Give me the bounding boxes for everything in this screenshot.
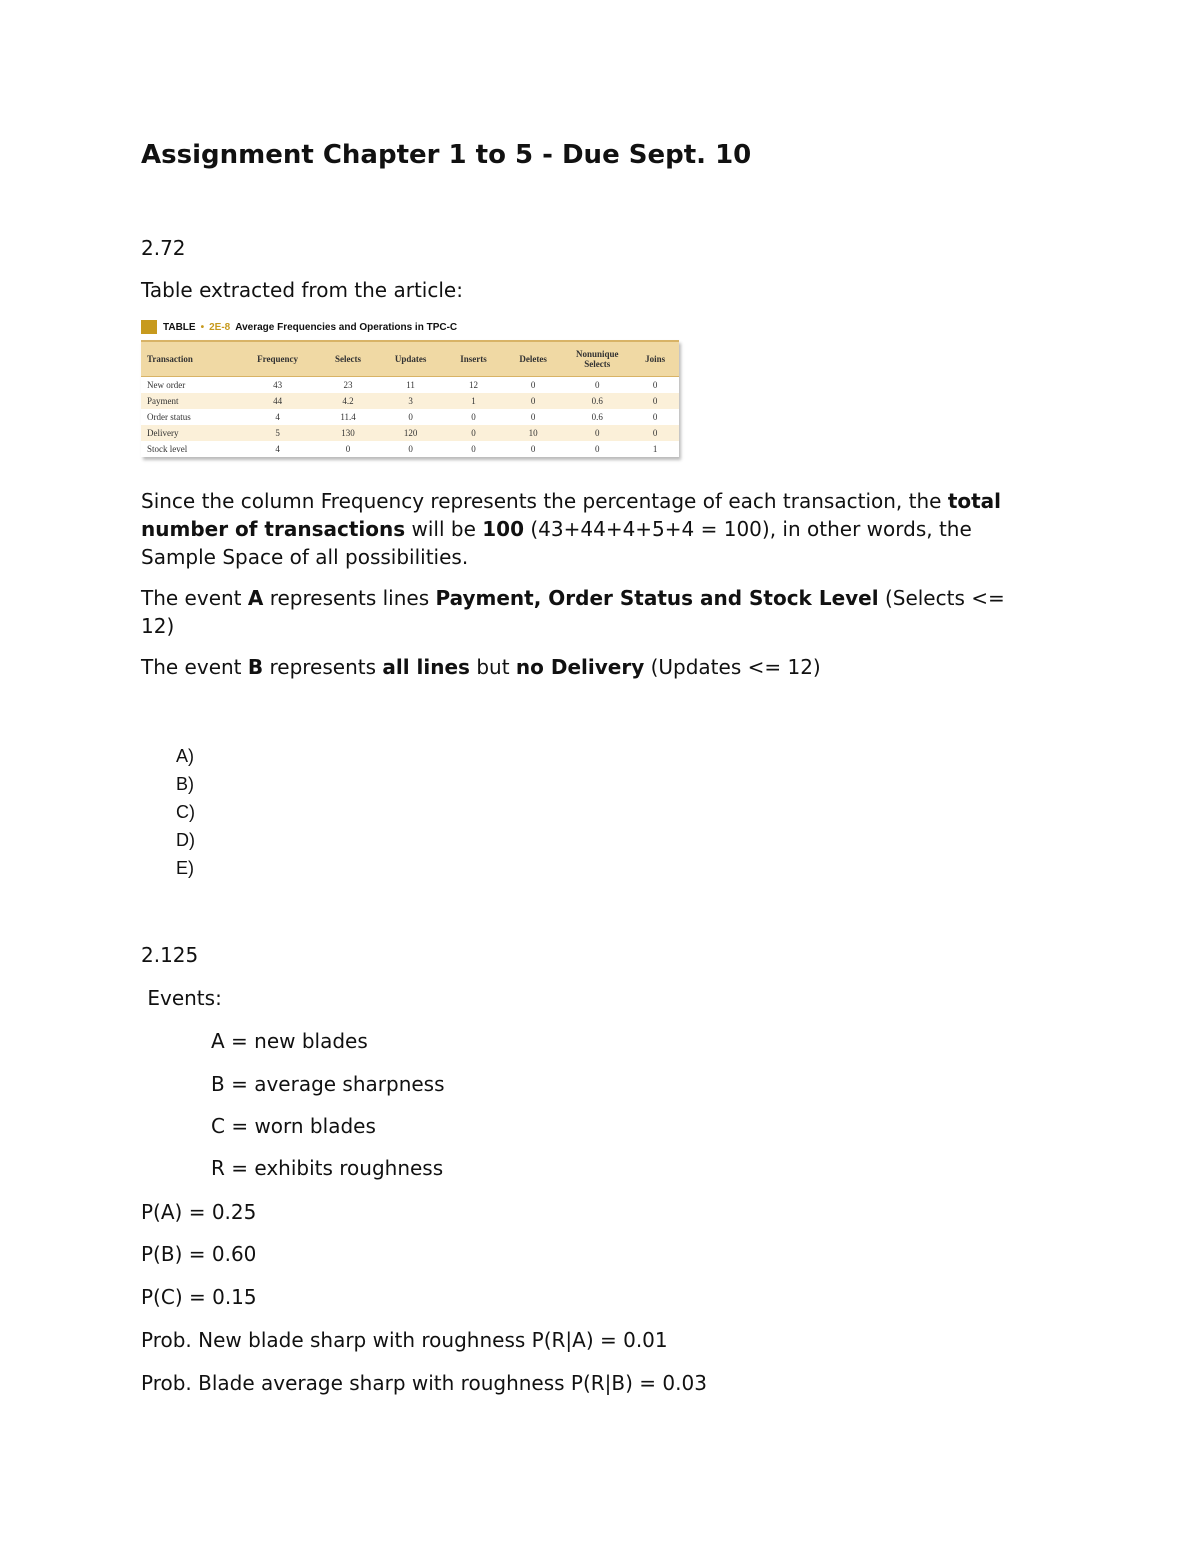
- document-title: Assignment Chapter 1 to 5 - Due Sept. 10: [141, 140, 752, 170]
- table-cell: 1: [631, 441, 679, 457]
- table-cell: 0: [377, 409, 444, 425]
- table-cell: 0: [503, 409, 563, 425]
- table-row: [141, 409, 679, 425]
- prob-r-given-b: Prob. Blade average sharp with roughness P(R|B) = 0.03: [141, 1371, 707, 1395]
- table-cell: 0: [377, 441, 444, 457]
- col-header: Frequency: [236, 341, 319, 377]
- table-cell: Stock level: [141, 441, 236, 457]
- list-item: B): [176, 774, 194, 794]
- table-cell: New order: [141, 377, 236, 394]
- answer-list: [176, 742, 195, 882]
- table-cell: 0: [503, 441, 563, 457]
- problem-number-2-125: 2.125: [141, 943, 199, 967]
- paragraph-event-b: The event B represents all lines but no Delivery (Updates <= 12): [141, 655, 821, 679]
- table-cell: 11: [377, 377, 444, 394]
- event-c: C = worn blades: [211, 1114, 376, 1138]
- table-cell: 0: [319, 441, 377, 457]
- prob-b: P(B) = 0.60: [141, 1242, 257, 1266]
- table-cell: 0: [444, 441, 503, 457]
- prob-a: P(A) = 0.25: [141, 1200, 257, 1224]
- table-cell: 0: [631, 425, 679, 441]
- col-header: Transaction: [141, 341, 236, 377]
- table-cell: Delivery: [141, 425, 236, 441]
- table-cell: 0: [444, 409, 503, 425]
- table-intro: Table extracted from the article:: [141, 278, 463, 302]
- table-label: TABLE: [163, 321, 196, 333]
- table-cell: 4: [236, 441, 319, 457]
- table-cell: 44: [236, 393, 319, 409]
- table-cell: 0: [503, 393, 563, 409]
- table-cell: 4.2: [319, 393, 377, 409]
- table-cell: 1: [444, 393, 503, 409]
- table-bullet: •: [200, 321, 205, 333]
- table-header-row: [141, 341, 679, 377]
- col-header: Inserts: [444, 341, 503, 377]
- table-cell: 4: [236, 409, 319, 425]
- col-header: Selects: [319, 341, 377, 377]
- paragraph-sample-space: Since the column Frequency represents the percentage of each transaction, the total number of transactions will be 100 (43+44+4+5+4 = 100), in other words, the Sample Space of all possibilities.: [141, 489, 1002, 569]
- table-cell: 0: [444, 425, 503, 441]
- table-cell: 43: [236, 377, 319, 394]
- col-header: Nonunique Selects: [563, 341, 631, 377]
- problem-number-2-72: 2.72: [141, 236, 186, 260]
- col-header: Joins: [631, 341, 679, 377]
- table-row: [141, 393, 679, 409]
- list-item: A): [176, 746, 194, 766]
- events-label: Events:: [141, 986, 222, 1010]
- table-cell: 120: [377, 425, 444, 441]
- col-header: Updates: [377, 341, 444, 377]
- table-caption-text: Average Frequencies and Operations in TPC-C: [235, 321, 458, 333]
- table-cell: 0: [631, 409, 679, 425]
- table-cell: 0: [563, 441, 631, 457]
- table-cell: 0: [563, 377, 631, 394]
- table-cell: 0: [631, 377, 679, 394]
- table-cell: 23: [319, 377, 377, 394]
- table-cell: 3: [377, 393, 444, 409]
- table-cell: 0: [563, 425, 631, 441]
- paragraph-event-a: The event A represents lines Payment, Order Status and Stock Level (Selects <= 12): [141, 586, 1005, 638]
- table-cell: 0.6: [563, 409, 631, 425]
- tpc-c-table: [141, 340, 679, 457]
- table-cell: 0: [631, 393, 679, 409]
- table-cell: 5: [236, 425, 319, 441]
- table-cell: Order status: [141, 409, 236, 425]
- table-row: [141, 425, 679, 441]
- table-cell: 10: [503, 425, 563, 441]
- table-row: [141, 377, 679, 394]
- table-image: [141, 318, 681, 470]
- col-header: Deletes: [503, 341, 563, 377]
- table-cell: 11.4: [319, 409, 377, 425]
- table-row: [141, 441, 679, 457]
- table-cell: 130: [319, 425, 377, 441]
- table-caption: [141, 318, 681, 336]
- table-marker-icon: [141, 320, 157, 334]
- prob-c: P(C) = 0.15: [141, 1285, 257, 1309]
- prob-r-given-a: Prob. New blade sharp with roughness P(R|A) = 0.01: [141, 1328, 668, 1352]
- list-item: E): [176, 858, 194, 878]
- list-item: C): [176, 802, 195, 822]
- table-cell: 0: [503, 377, 563, 394]
- table-cell: 12: [444, 377, 503, 394]
- event-r: R = exhibits roughness: [211, 1156, 444, 1180]
- list-item: D): [176, 830, 195, 850]
- event-a: A = new blades: [211, 1029, 368, 1053]
- table-cell: 0.6: [563, 393, 631, 409]
- event-b: B = average sharpness: [211, 1072, 445, 1096]
- table-id: 2E-8: [209, 321, 231, 333]
- table-cell: Payment: [141, 393, 236, 409]
